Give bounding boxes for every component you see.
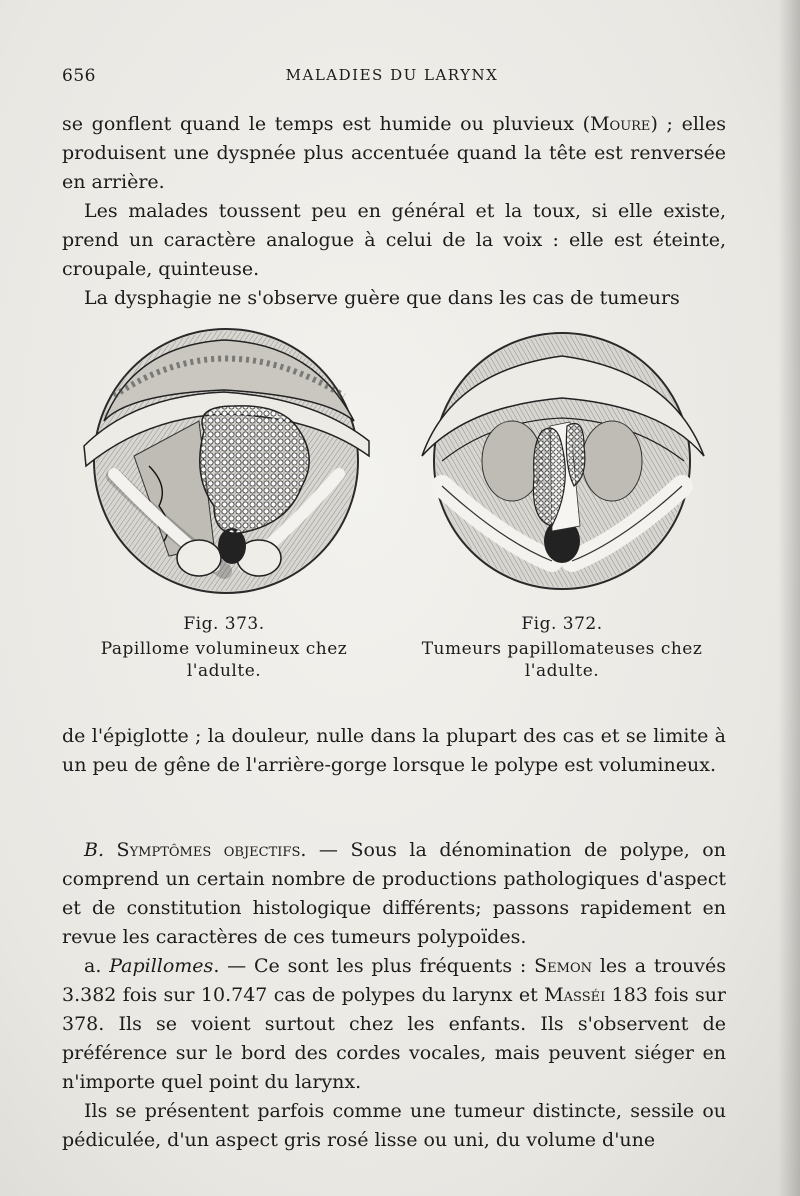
figure-373 <box>74 326 374 682</box>
section-heading: Symptômes objectifs <box>116 839 301 861</box>
term-papillomes: Papillomes <box>109 955 214 977</box>
author-name: Semon <box>534 955 592 977</box>
section-b-paragraph-2: a. Papillomes. — Ce sont les plus fréquents : Semon les a trouvés 3.382 fois sur 10.747 cas de polypes du larynx et Masséi 183 fois sur 378. Ils se voient surtout chez les enfants. Ils s'observent de préférence sur le bord des cordes vocales, mais peuvent siéger en n'importe quel point du larynx. <box>62 955 727 1093</box>
section-label: B. <box>84 839 105 861</box>
figure-number: Fig. 372. <box>521 614 603 634</box>
top-text <box>62 110 726 313</box>
section-b-paragraph-3: Ils se présentent parfois comme une tumeur distincte, sessile ou pédiculée, d'un aspect gris rosé lisse ou uni, du volume d'une <box>62 1100 726 1151</box>
continuation-text <box>62 722 726 780</box>
figure-caption: Papillome volumineux chez l'adulte. <box>100 639 348 681</box>
page-edge-shadow <box>778 0 800 1196</box>
paragraph-3: La dysphagie ne s'observe guère que dans les cas de tumeurs <box>84 287 680 309</box>
author-name: Masséi <box>544 984 606 1006</box>
larynx-illustration-372 <box>412 326 712 596</box>
page-number: 656 <box>62 66 96 86</box>
continuation-paragraph: de l'épiglotte ; la douleur, nulle dans la plupart des cas et se limite à un peu de gêne de l'arrière-gorge lorsque le polype est volumineux. <box>62 725 726 776</box>
larynx-illustration-373 <box>74 326 374 596</box>
figure-372 <box>412 326 712 682</box>
figure-caption: Tumeurs papillomateuses chez l'adulte. <box>421 639 703 681</box>
paragraph-1: se gonflent quand le temps est humide ou pluvieux (Moure) ; elles produisent une dyspnée plus accentuée quand la tête est renversée en arrière. <box>62 113 726 193</box>
author-name: Moure <box>590 113 651 135</box>
page-header <box>62 62 722 92</box>
paragraph-2: Les malades toussent peu en général et la toux, si elle existe, prend un caractère analogue à celui de la voix : elle est éteinte, croupale, quinteuse. <box>62 200 726 280</box>
figure-pair <box>70 326 730 696</box>
figure-number: Fig. 373. <box>183 614 265 634</box>
section-b-paragraph-1: B. Symptômes objectifs. — Sous la dénomination de polype, on comprend un certain nombre de productions pathologiques d'aspect et de constitution histologique différents; passons rapidement en revue les caractères de ces tumeurs polypoïdes. <box>62 839 726 948</box>
running-title: MALADIES DU LARYNX <box>285 66 499 84</box>
section-b <box>62 836 726 1155</box>
